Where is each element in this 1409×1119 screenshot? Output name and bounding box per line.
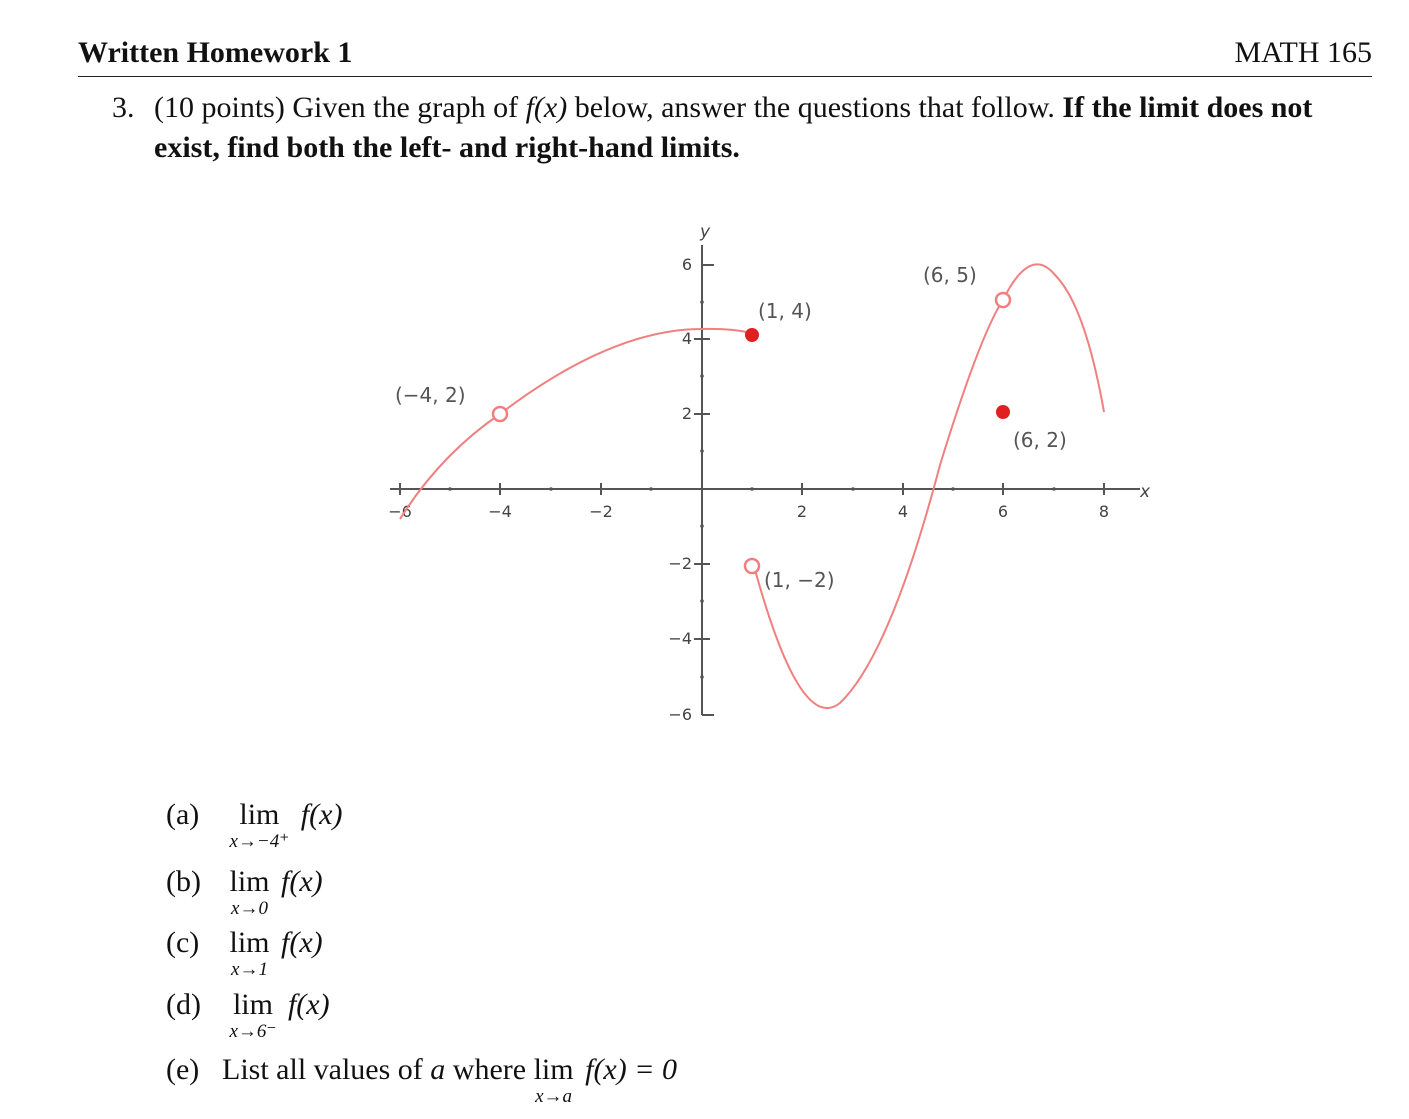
limit-expression: f(x) <box>281 865 323 898</box>
question-c <box>166 926 323 980</box>
x-axis-label: x <box>1140 482 1151 502</box>
problem-statement <box>112 88 1374 168</box>
lim-text: lim <box>239 798 280 831</box>
instruction-bold: If the limit does not exist, find both the left- and right-hand limits. <box>154 91 1313 164</box>
course-name: MATH 165 <box>1234 36 1372 69</box>
question-e <box>166 1053 677 1107</box>
y-tick-label: −4 <box>668 629 692 648</box>
question-label: (a) <box>166 798 200 831</box>
limit-expression: f(x) <box>300 798 343 831</box>
question-label: (c) <box>166 926 200 959</box>
page-header <box>78 36 1372 77</box>
problem-text <box>154 88 1374 168</box>
limit-subscript: x→a <box>535 1086 573 1107</box>
lim-text: lim <box>229 865 270 898</box>
closed-point-6-2 <box>996 405 1010 419</box>
question-a <box>166 798 342 852</box>
x-tick-label: 2 <box>796 502 808 521</box>
variable-a: a <box>430 1053 446 1086</box>
y-tick-label: 4 <box>681 329 692 348</box>
limit-expression: f(x) = 0 <box>585 1053 677 1086</box>
y-axis-label: y <box>700 222 711 242</box>
limit-subscript: x→0 <box>231 898 268 919</box>
curve-segment-left <box>400 329 752 519</box>
function-name: f(x) <box>525 91 568 124</box>
point-label: (1, −2) <box>764 568 835 592</box>
x-tick-label: −6 <box>388 502 412 521</box>
question-text: List all values of <box>222 1053 431 1086</box>
limit-expression: f(x) <box>281 926 323 959</box>
limit-subscript: x→−4⁺ <box>229 831 290 852</box>
question-b <box>166 865 323 919</box>
intro-text-b: below, answer the questions that follow. <box>567 91 1063 124</box>
limit-subscript: x→6⁻ <box>229 1021 277 1042</box>
limit-operator <box>230 926 270 980</box>
intro-text-a: (10 points) Given the graph of <box>154 91 526 124</box>
x-tick-label: 6 <box>997 502 1009 521</box>
question-d <box>166 988 330 1042</box>
assignment-title: Written Homework 1 <box>78 36 353 69</box>
y-tick-label: −6 <box>668 705 692 724</box>
function-graph <box>380 215 1160 725</box>
open-point-neg4-2 <box>493 407 507 421</box>
x-tick-label: 8 <box>1098 502 1110 521</box>
closed-point-1-4 <box>745 328 759 342</box>
x-tick-label: 4 <box>897 502 909 521</box>
question-text: where <box>445 1053 534 1086</box>
point-label: (6, 2) <box>1013 428 1067 452</box>
x-tick-label: −2 <box>589 502 613 521</box>
open-point-1-neg2 <box>745 559 759 573</box>
lim-text: lim <box>229 926 270 959</box>
limit-subscript: x→1 <box>231 959 268 980</box>
limit-operator <box>534 1053 574 1107</box>
question-label: (d) <box>166 988 201 1021</box>
open-point-6-5 <box>996 293 1010 307</box>
curve-segment-right <box>754 264 1104 708</box>
limit-operator <box>230 988 277 1042</box>
point-label: (1, 4) <box>758 299 812 323</box>
question-label: (e) <box>166 1053 200 1086</box>
point-label: (−4, 2) <box>395 383 466 407</box>
point-label: (6, 5) <box>923 263 977 287</box>
x-tick-label: −4 <box>488 502 512 521</box>
limit-operator <box>230 865 270 919</box>
lim-text: lim <box>533 1053 574 1086</box>
question-label: (b) <box>166 865 201 898</box>
y-tick-label: 6 <box>681 255 692 274</box>
limit-expression: f(x) <box>287 988 330 1021</box>
limit-operator <box>230 798 290 852</box>
lim-text: lim <box>232 988 273 1021</box>
problem-number: 3. <box>112 91 135 124</box>
y-tick-label: −2 <box>668 554 692 573</box>
y-tick-label: 2 <box>681 404 692 423</box>
